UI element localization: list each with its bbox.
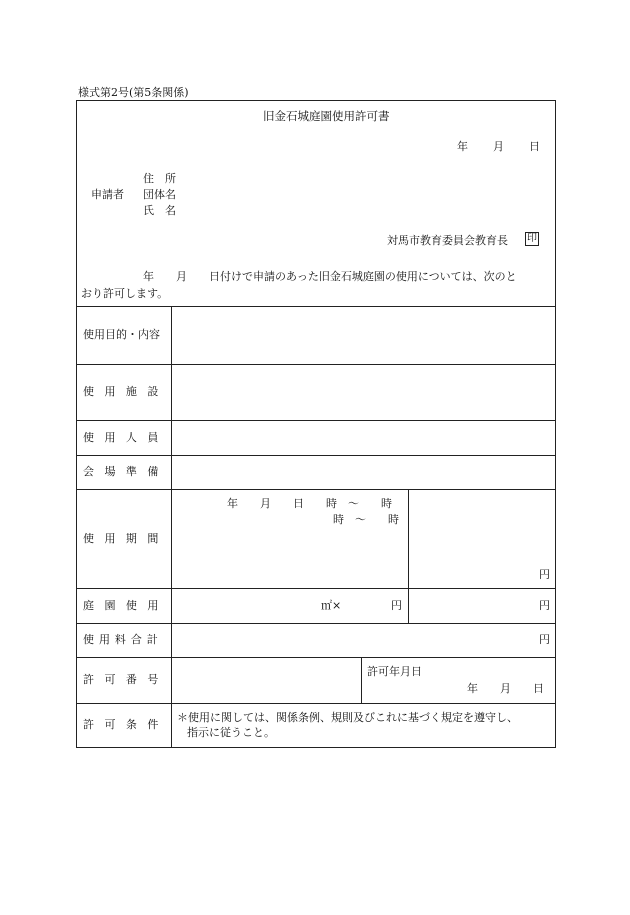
divider-line <box>77 657 555 658</box>
row-label-venue: 会場準備 <box>83 465 169 478</box>
divider-line <box>77 364 555 365</box>
conditions-text-line2: 指示に従うこと。 <box>187 726 275 739</box>
permit-statement-line1: 年 月 日付けで申請のあった旧金石城庭園の使用については、次のと <box>143 270 517 283</box>
period-date-time-line: 年 月 日 時 ～ 時 <box>227 497 392 510</box>
permit-date-ymd: 年 月 日 <box>467 682 544 695</box>
divider-line <box>77 588 555 589</box>
row-label-fee-total: 使用料合計 <box>83 633 163 646</box>
garden-area-unit: ㎡× <box>321 599 342 612</box>
issuer-name: 対馬市教育委員会教育長 <box>387 234 508 247</box>
permit-form <box>76 100 556 748</box>
row-label-garden: 庭園使用 <box>83 599 169 612</box>
period-column-divider <box>408 489 409 623</box>
applicant-address-label: 住 所 <box>143 172 176 185</box>
seal-mark: 印 <box>527 233 537 244</box>
row-label-purpose: 使用目的・内容 <box>83 328 160 341</box>
applicant-label: 申請者 <box>91 188 124 201</box>
row-label-period: 使用期間 <box>83 532 169 545</box>
permit-statement-line2: おり許可します。 <box>81 287 169 300</box>
divider-line <box>77 306 555 307</box>
divider-line <box>77 455 555 456</box>
row-label-persons: 使用人員 <box>83 431 169 444</box>
divider-line <box>77 420 555 421</box>
row-label-conditions: 許可条件 <box>83 718 169 731</box>
label-column-divider <box>171 306 172 747</box>
form-number-label: 様式第2号(第5条関係) <box>78 86 189 99</box>
issue-date-day: 日 <box>529 140 540 153</box>
permit-date-label: 許可年月日 <box>367 665 422 678</box>
divider-line <box>77 703 555 704</box>
issue-date-year: 年 <box>457 140 468 153</box>
applicant-group-label: 団体名 <box>143 188 176 201</box>
period-yen-unit: 円 <box>539 568 550 581</box>
garden-total-yen: 円 <box>539 599 550 612</box>
period-time-line: 時 ～ 時 <box>333 513 399 526</box>
divider-line <box>77 489 555 490</box>
fee-total-yen-unit: 円 <box>539 633 550 646</box>
conditions-text-line1: ＊使用に関しては、関係条例、規則及びこれに基づく規定を遵守し、 <box>177 711 518 724</box>
row-label-permit-no: 許可番号 <box>83 673 169 686</box>
permit-date-divider <box>361 657 362 703</box>
applicant-name-label: 氏 名 <box>143 204 176 217</box>
issue-date-month: 月 <box>493 140 504 153</box>
garden-unit-yen: 円 <box>391 599 402 612</box>
divider-line <box>77 623 555 624</box>
document-title: 旧金石城庭園使用許可書 <box>263 109 390 123</box>
row-label-facility: 使用施設 <box>83 385 169 398</box>
